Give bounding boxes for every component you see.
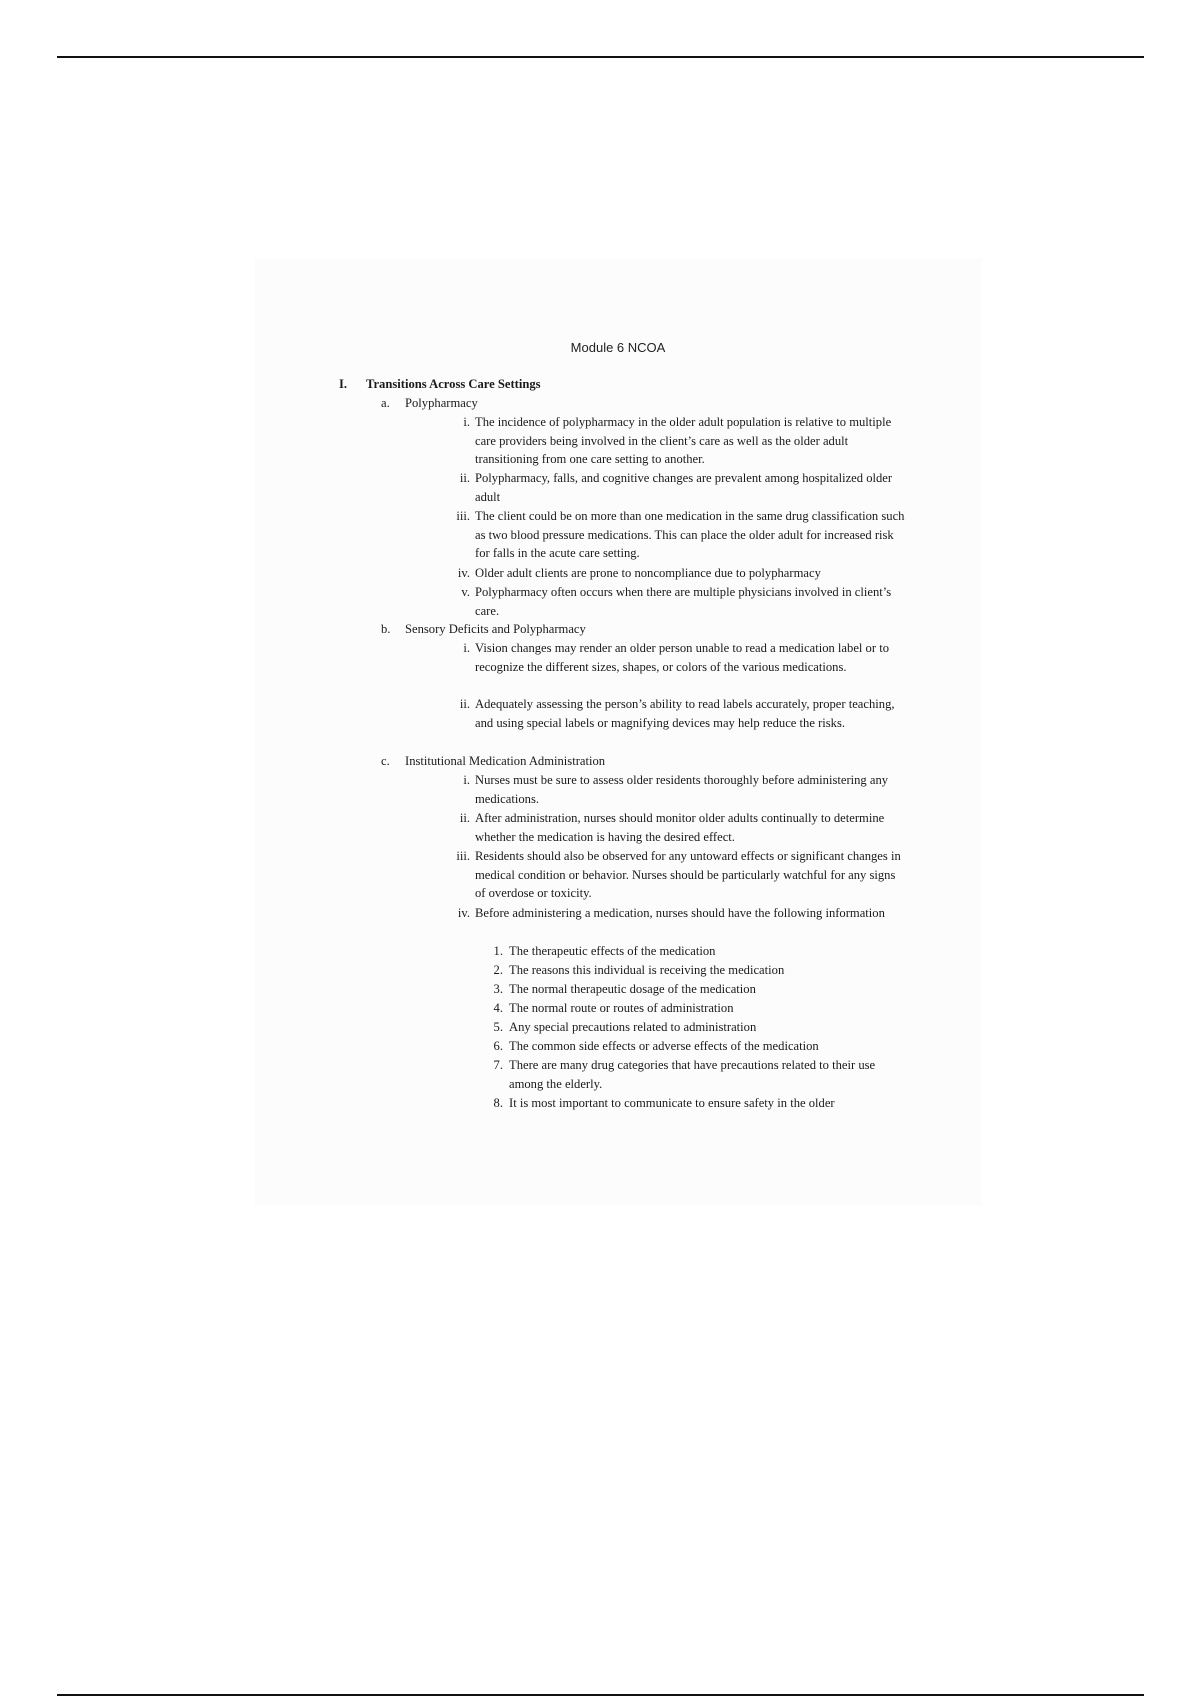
bottom-rule [57,1694,1144,1696]
list-item-text: Polypharmacy, falls, and cognitive changes are prevalent among hospitalized older adult [475,471,893,504]
list-item-marker: i. [463,641,470,655]
list-item-text: Vision changes may render an older person unable to read a medication label or to recognize the different sizes, shapes, or colors of the various medications. [475,641,889,674]
list-item-marker: iv. [457,906,470,920]
list-item [463,771,905,808]
numbered-item-marker: 2. [493,963,503,977]
list-item [456,847,905,903]
document-page-image [255,258,981,1206]
numbered-item-text: The normal therapeutic dosage of the medication [509,982,756,996]
subsection-marker: b. [381,622,391,636]
list-item [456,507,905,563]
numbered-item-marker: 4. [493,1001,503,1015]
list-item-marker: i. [463,773,470,787]
numbered-item-marker: 5. [493,1020,503,1034]
list-item-text: Older adult clients are prone to noncompliance due to polypharmacy [475,566,821,580]
list-item-text: Adequately assessing the person’s ability to read labels accurately, proper teaching, and using special labels or magnifying devices may help reduce the risks. [475,697,895,730]
list-item-text: The incidence of polypharmacy in the older adult population is relative to multiple care providers being involved in the client’s care as well as the older adult transitioning from one care setting to another. [475,415,892,467]
list-item-marker: ii. [459,697,470,711]
subsection-heading-text: Sensory Deficits and Polypharmacy [405,622,586,636]
top-rule [57,56,1144,58]
list-item-text: Nurses must be sure to assess older residents thoroughly before administering any medications. [475,773,889,806]
numbered-item [493,999,905,1018]
numbered-item [493,1056,905,1093]
subsection-marker: c. [381,754,390,768]
numbered-item-text: The normal route or routes of administration [509,1001,734,1015]
subsection-heading-text: Polypharmacy [405,396,478,410]
list-item [457,564,905,583]
numbered-item-marker: 6. [493,1039,503,1053]
numbered-item [493,1094,905,1113]
list-item-marker: ii. [459,471,470,485]
subsection-heading [381,394,881,413]
numbered-item-text: There are many drug categories that have precautions related to their use among the elderly. [509,1058,876,1091]
numbered-item [493,1037,905,1056]
list-item-marker: ii. [459,811,470,825]
section-heading-text: Transitions Across Care Settings [366,377,541,391]
numbered-item-marker: 8. [493,1096,503,1110]
numbered-item-marker: 7. [493,1058,503,1072]
list-item [459,469,905,506]
section-marker: I. [339,377,348,391]
section-heading [339,375,899,394]
list-item [459,809,905,846]
list-item-text: Before administering a medication, nurses should have the following information [475,906,885,920]
list-item [457,904,905,923]
numbered-item-text: It is most important to communicate to ensure safety in the older [509,1096,835,1110]
list-item [463,413,905,469]
list-item-text: After administration, nurses should monitor older adults continually to determine whether the medication is having the desired effect. [475,811,885,844]
subsection-heading-text: Institutional Medication Administration [405,754,606,768]
numbered-item [493,942,905,961]
numbered-item [493,1018,905,1037]
numbered-item-text: The reasons this individual is receiving the medication [509,963,785,977]
numbered-item-text: Any special precautions related to administration [509,1020,757,1034]
numbered-item [493,980,905,999]
list-item [463,639,905,676]
list-item [459,695,905,732]
list-item [461,583,905,620]
subsection-heading [381,752,881,771]
list-item-marker: iv. [457,566,470,580]
list-item-text: Residents should also be observed for any untoward effects or significant changes in medical condition or behavior. Nurses should be particularly watchful for any signs of overdose or toxicity. [475,849,901,901]
document-title: Module 6 NCOA [570,340,666,355]
list-item-text: Polypharmacy often occurs when there are multiple physicians involved in client’s care. [475,585,892,618]
subsection-heading [381,620,881,639]
list-item-text: The client could be on more than one medication in the same drug classification such as two blood pressure medications. This can place the older adult for increased risk for falls in the acute care setting. [475,509,905,561]
subsection-marker: a. [381,396,390,410]
list-item-marker: i. [463,415,470,429]
list-item-marker: iii. [456,849,470,863]
list-item-marker: v. [461,585,470,599]
list-item-marker: iii. [456,509,470,523]
numbered-item-text: The common side effects or adverse effects of the medication [509,1039,819,1053]
numbered-item-marker: 3. [493,982,503,996]
numbered-item-text: The therapeutic effects of the medication [509,944,716,958]
numbered-item-marker: 1. [493,944,503,958]
numbered-item [493,961,905,980]
